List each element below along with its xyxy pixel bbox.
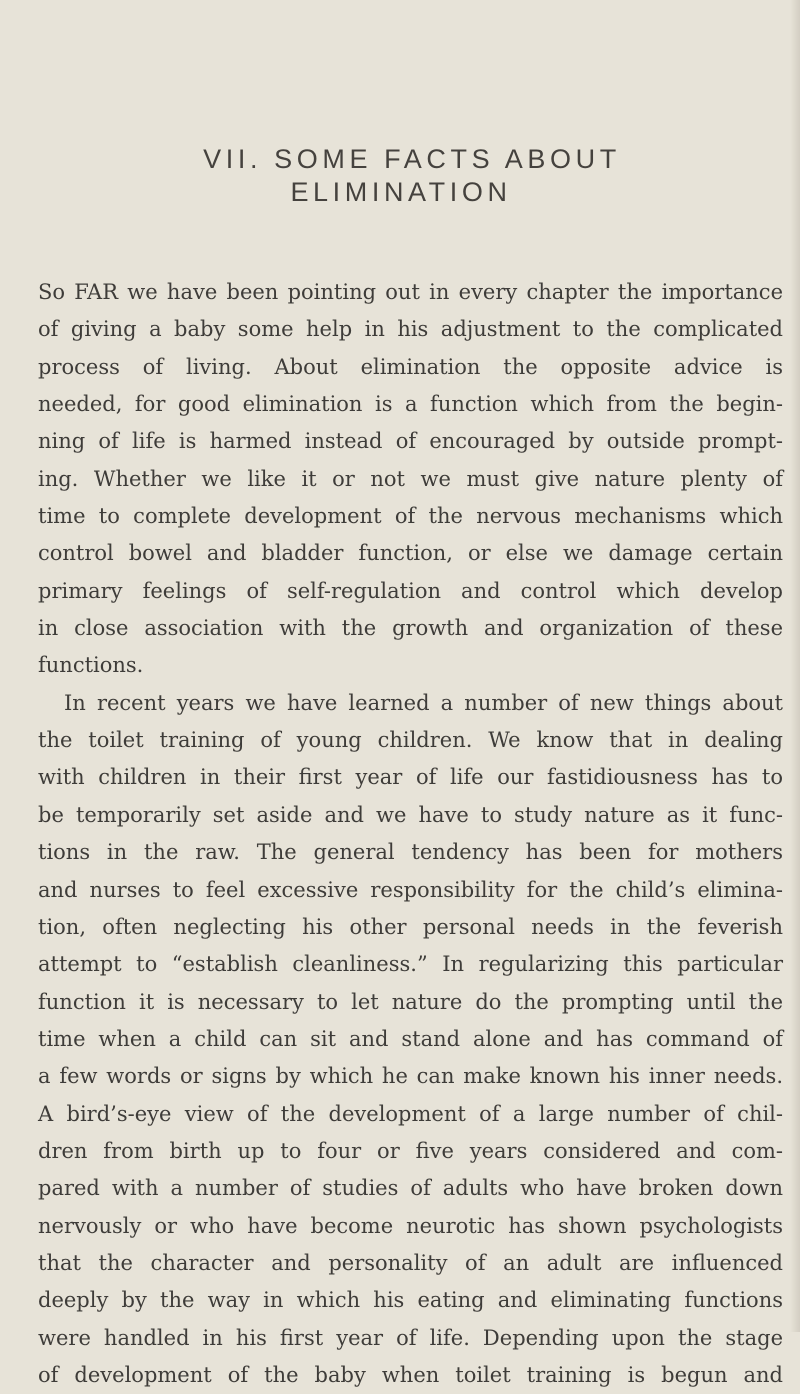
text-line: attempt to “establish cleanliness.” In regularizing this particular: [38, 952, 783, 977]
chapter-heading-line-1: VII. SOME FACTS ABOUT: [203, 144, 621, 174]
text-line: of giving a baby some help in his adjustment to the complicated: [38, 317, 783, 342]
text-line: function it is necessary to let nature do the prompting until the: [38, 989, 783, 1014]
text-line: So FAR we have been pointing out in every chapter the importance: [38, 280, 783, 304]
text-line: tions in the raw. The general tendency has been for mothers: [38, 840, 783, 865]
text-line: a few words or signs by which he can make known his inner needs.: [38, 1064, 783, 1089]
text-line: dren from birth up to four or five years considered and com-: [38, 1138, 783, 1163]
text-line: nervously or who have become neurotic has shown psychologists: [38, 1213, 783, 1238]
text-line: with children in their first year of life our fastidiousness has to: [38, 765, 783, 790]
text-line: needed, for good elimination is a function which from the begin-: [38, 392, 783, 417]
text-line: of development of the baby when toilet training is begun and: [38, 1362, 783, 1387]
text-line: the toilet training of young children. We know that in dealing: [38, 728, 783, 753]
paragraph-1: [38, 274, 783, 685]
text-line: primary feelings of self-regulation and control which develop: [38, 578, 783, 603]
text-line: deeply by the way in which his eating and eliminating functions: [38, 1288, 783, 1313]
text-line: time to complete development of the nervous mechanisms which: [38, 504, 783, 529]
text-line: control bowel and bladder function, or else we damage certain: [38, 541, 783, 566]
text-line: be temporarily set aside and we have to study nature as it func-: [38, 802, 783, 827]
text-line: ing. Whether we like it or not we must give nature plenty of: [38, 466, 783, 491]
body-text: [38, 274, 783, 1394]
text-line: A bird’s-eye view of the development of a large number of chil-: [38, 1101, 783, 1126]
text-line: were handled in his first year of life. Depending upon the stage: [38, 1325, 783, 1350]
text-line: In recent years we have learned a number of new things about: [64, 690, 783, 715]
text-line: ning of life is harmed instead of encouraged by outside prompt-: [38, 429, 783, 454]
text-line: functions.: [38, 653, 144, 678]
chapter-heading-line-2: ELIMINATION: [290, 177, 512, 207]
text-line: process of living. About elimination the opposite advice is: [38, 354, 783, 379]
text-line: and nurses to feel excessive responsibility for the child’s elimina-: [38, 877, 783, 902]
text-line: pared with a number of studies of adults who have broken down: [38, 1176, 783, 1201]
paragraph-2: [38, 685, 783, 1394]
text-line: in close association with the growth and organization of these: [38, 616, 783, 641]
text-line: time when a child can sit and stand alone and has command of: [38, 1026, 783, 1051]
text-line: that the character and personality of an adult are influenced: [38, 1250, 783, 1275]
chapter-heading: [0, 143, 800, 209]
text-line: tion, often neglecting his other personal needs in the feverish: [38, 914, 783, 939]
